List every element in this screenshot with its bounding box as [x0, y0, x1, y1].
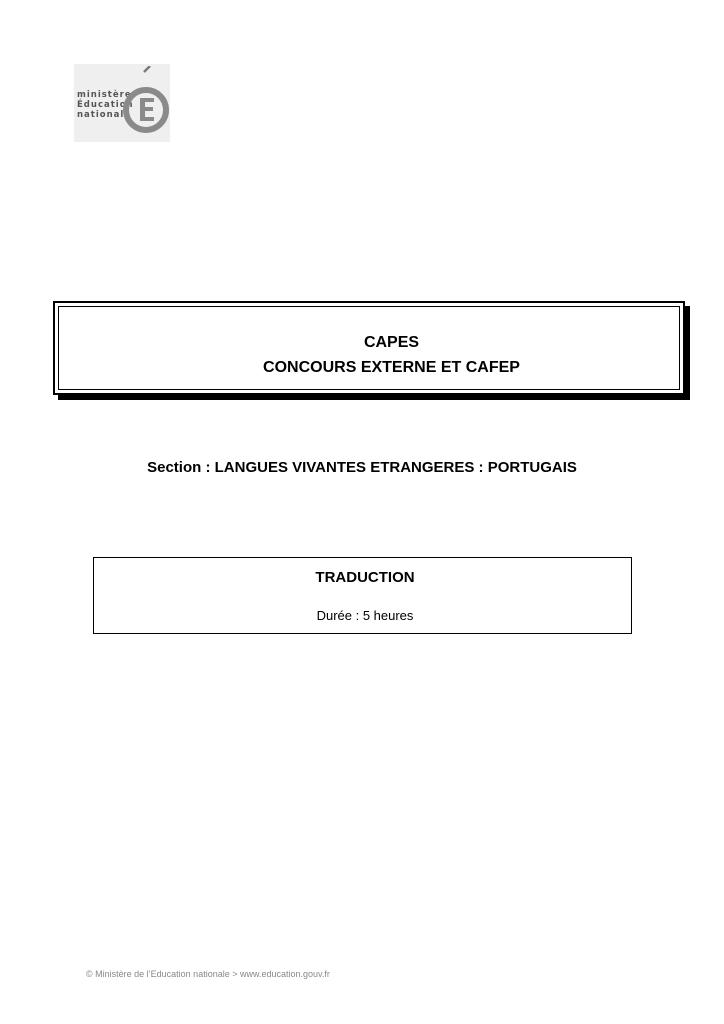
- footer-copyright: © Ministère de l’Education nationale > www.education.gouv.fr: [86, 969, 330, 979]
- exam-duration: Durée : 5 heures: [316, 608, 414, 623]
- section-heading: Section : LANGUES VIVANTES ETRANGERES : PORTUGAIS: [147, 459, 577, 476]
- title-box: [53, 301, 685, 395]
- e-emblem-icon: [122, 66, 170, 142]
- exam-box: [93, 557, 632, 634]
- exam-name: CAPES: [363, 334, 420, 351]
- exam-title: TRADUCTION: [315, 569, 415, 586]
- logo-line: nationale: [77, 110, 132, 120]
- logo-line: Éducation: [77, 100, 134, 110]
- title-box-inner: [58, 306, 680, 390]
- ministry-logo: [74, 64, 170, 142]
- logo-line: ministère: [77, 90, 132, 100]
- competition-type: CONCOURS EXTERNE ET CAFEP: [263, 359, 520, 376]
